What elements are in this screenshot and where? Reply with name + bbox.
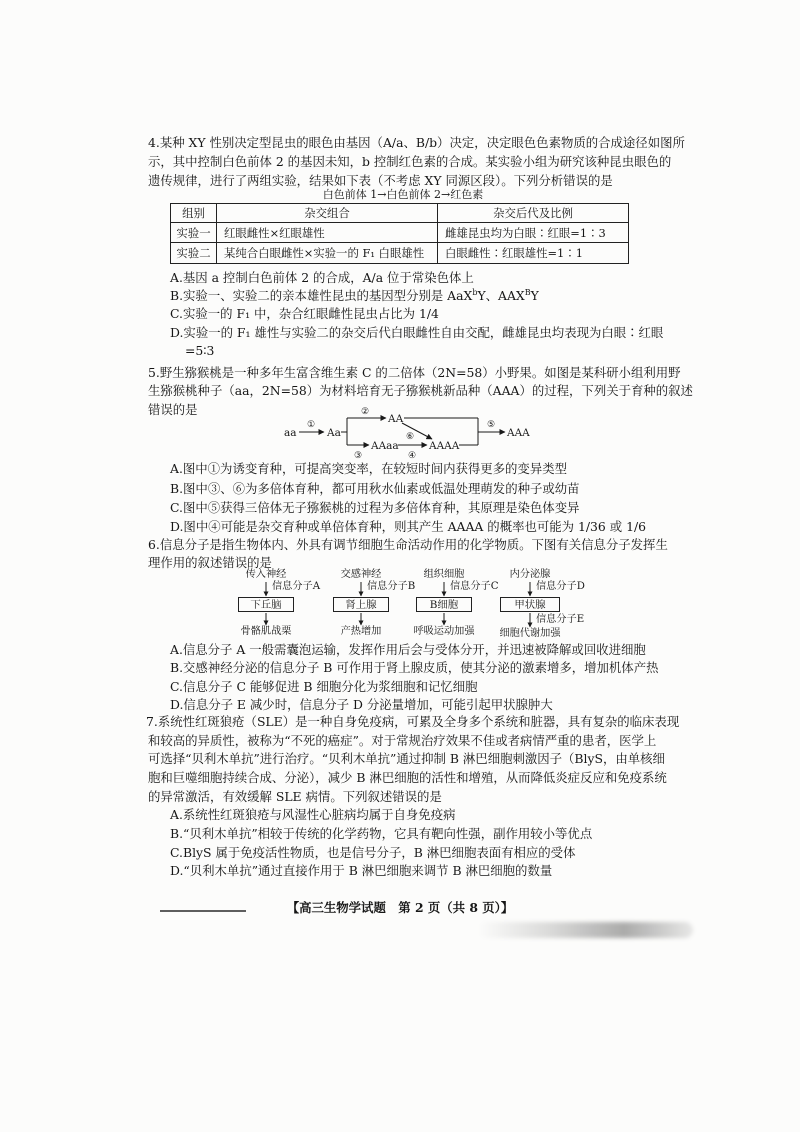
signal-source: 传入神经 [245,569,287,580]
table-header-group: 组别 [171,204,217,223]
q4-option-c: C.实验一的 F₁ 中，杂合红眼雌性昆虫占比为 1/4 [170,306,439,321]
effect-label: 呼吸运动加强 [413,626,475,637]
q5-stem-line-2: 生猕猴桃种子（aa，2N=58）为材料培育无子猕猴桃新品种（AAA）的过程，下列关于育种的叙述 [148,383,693,398]
table-cell-cross: 红眼雌性×红眼雄性 [217,223,438,243]
table-cell-offspring: 白眼雌性∶红眼雄性=1∶1 [438,243,629,264]
genotype-AAaa: AAaa [371,440,399,452]
page-footer: 【高三生物学试题 第 2 页（共 8 页）】 [286,900,514,915]
signal-molecule-label: 信息分子B [367,581,416,592]
pigment-pathway: 白色前体 1→白色前体 2→红色素 [322,188,484,201]
q4-stem-line-2: 示，其中控制白色前体 2 的基因未知，b 控制红色素的合成。某实验小组为研究该种昆虫眼色的 [148,154,672,169]
target-box: 肾上腺 [333,597,389,612]
signal-source: 交感神经 [340,569,382,580]
step-label-5: ⑤ [486,420,496,430]
q5-option-b: B.图中③、⑥为多倍体育种，都可用秋水仙素或低温处理萌发的种子或幼苗 [170,481,580,496]
q7-stem-line-5: 的异常激活，有效缓解 SLE 病情。下列叙述错误的是 [148,789,442,804]
signal-molecule-label: 信息分子A [272,581,321,592]
genotype-Aa: Aa [327,427,341,439]
q6-option-b: B.交感神经分泌的信息分子 B 可作用于肾上腺皮质，使其分泌的激素增多，增加机体产热 [170,660,659,675]
q4-stem-line-3: 遗传规律，进行了两组实验，结果如下表（不考虑 XY 同源区段）。下列分析错误的是 [148,173,613,188]
q4-stem-line-1: 4.某种 XY 性别决定型昆虫的眼色由基因（A/a、B/b）决定，决定眼色色素物质的合成途径如图所 [148,135,685,150]
target-box: 下丘脑 [238,597,294,612]
table-cell-cross: 某纯合白眼雌性×实验一的 F₁ 白眼雄性 [217,243,438,264]
genotype-AAA: AAA [507,427,530,439]
q7-stem-line-1: 7.系统性红斑狼疮（SLE）是一种自身免疫病，可累及全身多个系统和脏器，具有复杂的临床表现 [146,714,680,729]
q4-option-b-superscript-2: B [524,288,531,297]
signal-molecule-label: 信息分子E [536,614,585,625]
genotype-AAAA: AAAA [429,440,460,452]
scan-artifact-line [160,910,246,912]
q4-option-d-continued: =5∶3 [185,343,215,358]
target-box: 甲状腺 [500,597,560,612]
signal-source: 内分泌腺 [509,569,551,580]
table-row [171,243,629,264]
scan-artifact-smudge [478,922,693,938]
table-header-row [171,204,629,223]
cross-results-table [170,203,629,264]
q4-option-b-text-3: Y [530,288,539,303]
table-cell-group: 实验二 [171,243,217,264]
step-label-3: ③ [353,451,363,461]
step-label-6: ⑥ [405,432,415,442]
effect-label: 骨骼肌战栗 [240,626,292,637]
q7-stem-line-2: 和较高的异质性，被称为“不死的癌症”。对于常规治疗效果不佳或者病情严重的患者，医学上 [148,733,657,748]
q5-option-c: C.图中⑤获得三倍体无子猕猴桃的过程为多倍体育种，其原理是染色体变异 [170,500,580,515]
branch-bracket-left [341,418,347,445]
q4-option-b [170,287,539,305]
q5-stem-line-3: 错误的是 [148,402,198,417]
table-header-offspring: 杂交后代及比例 [438,204,629,223]
target-box: B细胞 [416,597,472,612]
q4-option-a: A.基因 a 控制白色前体 2 的合成，A/a 位于常染色体上 [170,270,474,285]
step-label-4: ④ [407,451,417,461]
q6-stem-line-2: 理作用的叙述错误的是 [148,555,272,570]
table-header-cross: 杂交组合 [217,204,438,223]
q7-option-c: C.BlyS 属于免疫活性物质，也是信号分子，B 淋巴细胞表面有相应的受体 [170,845,576,860]
q5-option-d: D.图中④可能是杂交育种或单倍体育种，则其产生 AAAA 的概率也可能为 1/36 或 1/6 [170,519,647,534]
table-row [171,223,629,243]
q7-option-d: D.“贝利木单抗”通过直接作用于 B 淋巴细胞来调节 B 淋巴细胞的数量 [170,863,553,878]
effect-label: 细胞代谢加强 [499,628,561,639]
q4-option-b-text-1: B.实验一、实验二的亲本雄性昆虫的基因型分别是 AaX [170,288,473,303]
q5-stem-line-1: 5.野生猕猴桃是一种多年生富含维生素 C 的二倍体（2N=58）小野果。如图是某科研小组利用野 [148,365,681,380]
signal-molecule-label: 信息分子D [536,581,585,592]
q4-option-d: D.实验一的 F₁ 雄性与实验二的杂交后代白眼雌性自由交配，雌雄昆虫均表现为白眼∶红眼 [170,325,664,340]
q4-option-b-superscript-1: b [472,288,478,297]
table-cell-group: 实验一 [171,223,217,243]
q6-option-a: A.信息分子 A 一般需囊泡运输，发挥作用后会与受体分开，并迅速被降解或回收进细胞 [170,642,646,657]
table-cell-offspring: 雌雄昆虫均为白眼∶红眼=1∶3 [438,223,629,243]
q7-option-a: A.系统性红斑狼疮与风湿性心脏病均属于自身免疫病 [170,807,456,822]
q6-option-c: C.信息分子 C 能够促进 B 细胞分化为浆细胞和记忆细胞 [170,679,478,694]
signal-source: 组织细胞 [423,569,465,580]
q6-stem-line-1: 6.信息分子是指生物体内、外具有调节细胞生命活动作用的化学物质。下图有关信息分子发挥生 [148,537,668,552]
signal-molecule-label: 信息分子C [450,581,499,592]
q5-option-a: A.图中①为诱变育种，可提高突变率，在较短时间内获得更多的变异类型 [170,461,567,476]
step-label-1: ① [306,420,316,430]
q7-stem-line-4: 胞和巨噬细胞持续合成、分泌），减少 B 淋巴细胞的活性和增殖，从而降低炎症反应和免疫系统 [148,770,667,785]
breeding-diagram [270,402,550,466]
genotype-aa: aa [284,427,297,439]
q7-option-b: B.“贝利木单抗”相较于传统的化学药物，它具有靶向性强，副作用较小等优点 [170,826,593,841]
q4-option-b-text-2: Y、AAX [477,288,525,303]
genotype-AA: AA [388,413,404,425]
q7-stem-line-3: 可选择“贝利木单抗”进行治疗。“贝利木单抗”通过抑制 B 淋巴细胞刺激因子（BlyS，由单核细 [148,751,665,766]
q6-option-d: D.信息分子 E 减少时，信息分子 D 分泌量增加，可能引起甲状腺肿大 [170,697,553,712]
effect-label: 产热增加 [340,626,382,637]
step-label-2: ② [360,407,370,417]
